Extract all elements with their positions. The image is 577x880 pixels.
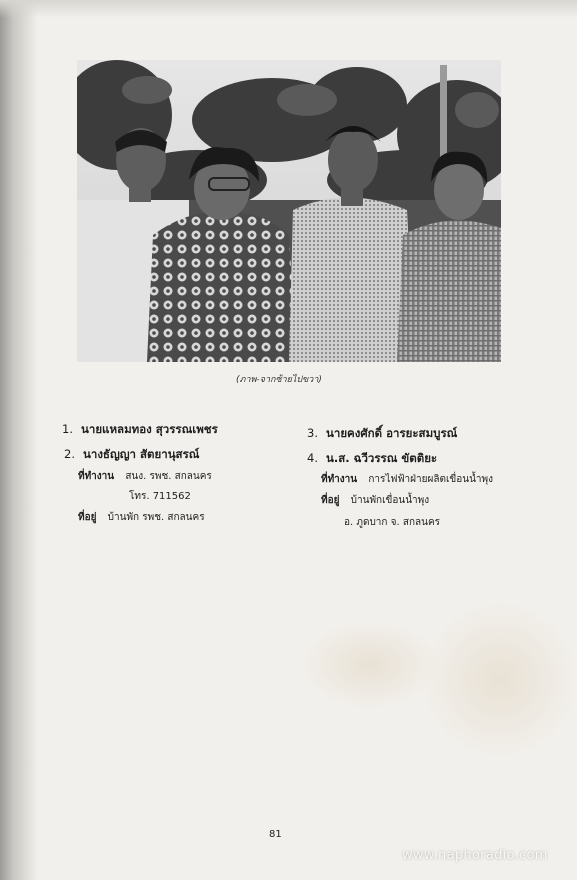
person-4-address-line2: อ. ภูดบาก จ. สกลนคร	[344, 517, 441, 528]
person-2-phone: โทร. 711562	[129, 491, 191, 502]
address-value: บ้านพักเขื่อนน้ำพุง	[350, 495, 430, 506]
person-1-entry	[62, 421, 218, 439]
person-2-address	[78, 510, 205, 525]
person-3-entry	[307, 425, 457, 443]
group-photo	[77, 60, 501, 362]
paper-stain	[420, 600, 577, 760]
person-1-name: นายแหลมทอง สุวรรณเพชร	[81, 422, 218, 436]
workplace-label: ที่ทำงาน	[78, 471, 115, 482]
workplace-label: ที่ทำงาน	[321, 474, 358, 485]
page-top-shadow	[0, 0, 577, 18]
person-1-number: 1.	[62, 422, 73, 436]
address-label: ที่อยู่	[78, 512, 97, 523]
person-3-name: นายคงศักดิ์ อารยะสมบูรณ์	[326, 426, 458, 440]
watermark: www.naphoradio.com	[402, 848, 548, 863]
person-4-address	[321, 493, 429, 508]
person-2-name: นางธัญญา สัตยานุสรณ์	[83, 447, 200, 461]
person-4-name: น.ส. ฉวีวรรณ ขัตติยะ	[326, 451, 438, 465]
person-2-workplace	[78, 469, 212, 484]
person-4-number: 4.	[307, 451, 318, 465]
person-2-entry	[64, 446, 199, 464]
address-value: บ้านพัก รพช. สกลนคร	[107, 512, 205, 523]
paper-stain	[300, 620, 440, 710]
page-number: 81	[269, 829, 282, 840]
workplace-value: สนง. รพช. สกลนคร	[125, 471, 212, 482]
person-3-number: 3.	[307, 426, 318, 440]
person-4-entry	[307, 450, 437, 468]
photo-caption: (ภาพ-จากซ้ายไปขวา)	[236, 375, 322, 385]
page-binding-shadow	[0, 0, 38, 880]
address-label: ที่อยู่	[321, 495, 340, 506]
group-photo-illustration	[77, 60, 501, 362]
person-4-workplace	[321, 472, 493, 487]
workplace-value: การไฟฟ้าฝ่ายผลิตเขื่อนน้ำพุง	[368, 474, 494, 485]
person-2-number: 2.	[64, 447, 75, 461]
